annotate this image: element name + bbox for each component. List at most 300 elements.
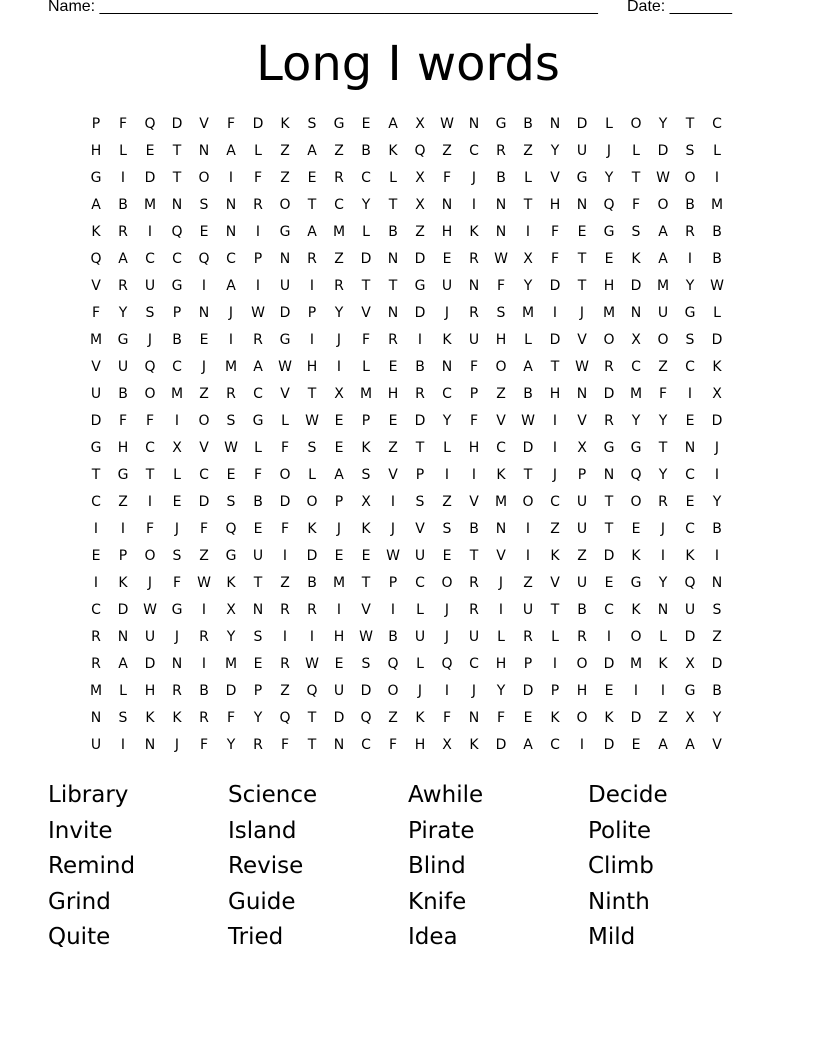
grid-cell[interactable]: E [577,224,587,240]
grid-cell[interactable]: Y [226,629,236,645]
grid-cell[interactable]: J [714,440,720,456]
grid-cell[interactable]: U [333,683,345,699]
grid-cell[interactable]: X [415,116,425,132]
grid-cell[interactable]: N [198,305,210,321]
grid-cell[interactable]: D [495,737,507,753]
grid-cell[interactable]: Q [144,359,156,375]
grid-cell[interactable]: V [496,413,506,429]
grid-cell[interactable]: L [416,602,424,618]
grid-cell[interactable]: F [469,359,479,375]
grid-cell[interactable]: M [710,197,724,213]
grid-cell[interactable]: N [252,602,264,618]
grid-cell[interactable]: A [307,143,317,159]
grid-cell[interactable]: U [414,629,426,645]
grid-cell[interactable]: W [494,251,508,267]
grid-cell[interactable]: Z [523,575,533,591]
grid-cell[interactable]: V [550,575,560,591]
grid-cell[interactable]: C [172,251,182,267]
grid-cell[interactable]: E [145,143,155,159]
grid-cell[interactable]: G [279,224,291,240]
grid-cell[interactable]: C [415,575,425,591]
grid-cell[interactable]: E [604,575,614,591]
grid-cell[interactable]: H [549,386,561,402]
grid-cell[interactable]: Z [280,143,290,159]
grid-cell[interactable]: C [631,359,641,375]
grid-cell[interactable]: L [416,656,424,672]
grid-cell[interactable]: Q [441,656,453,672]
grid-cell[interactable]: P [361,413,371,429]
grid-cell[interactable]: K [604,710,614,726]
grid-cell[interactable]: E [388,413,398,429]
grid-cell[interactable]: C [199,467,209,483]
grid-cell[interactable]: T [550,602,560,618]
grid-cell[interactable]: T [388,278,398,294]
grid-cell[interactable]: T [145,467,155,483]
grid-cell[interactable]: V [496,548,506,564]
grid-cell[interactable]: N [198,143,210,159]
grid-cell[interactable]: D [711,656,723,672]
grid-cell[interactable]: O [279,197,291,213]
grid-cell[interactable]: W [278,359,292,375]
grid-cell[interactable]: M [332,575,346,591]
grid-cell[interactable]: I [525,224,531,240]
grid-cell[interactable]: V [577,332,587,348]
grid-cell[interactable]: A [253,359,263,375]
grid-cell[interactable]: W [251,305,265,321]
grid-cell[interactable]: W [656,170,670,186]
grid-cell[interactable]: L [497,629,505,645]
grid-cell[interactable]: Y [658,413,668,429]
grid-cell[interactable]: Y [712,710,722,726]
grid-cell[interactable]: U [522,602,534,618]
grid-cell[interactable]: R [469,602,479,618]
grid-cell[interactable]: W [305,413,319,429]
grid-cell[interactable]: S [307,116,317,132]
grid-cell[interactable]: Q [225,521,237,537]
grid-cell[interactable]: Q [684,575,696,591]
grid-cell[interactable]: V [469,494,479,510]
grid-cell[interactable]: H [549,197,561,213]
grid-cell[interactable]: R [334,278,344,294]
grid-cell[interactable]: O [306,494,318,510]
grid-cell[interactable]: C [172,359,182,375]
grid-cell[interactable]: O [441,575,453,591]
grid-cell[interactable]: V [361,305,371,321]
grid-cell[interactable]: I [255,278,261,294]
grid-cell[interactable]: F [118,413,128,429]
grid-cell[interactable]: F [172,575,182,591]
grid-cell[interactable]: I [228,332,234,348]
grid-cell[interactable]: K [631,548,641,564]
grid-cell[interactable]: R [253,332,263,348]
grid-cell[interactable]: L [524,170,532,186]
grid-cell[interactable]: U [279,278,291,294]
grid-cell[interactable]: I [120,521,126,537]
grid-cell[interactable]: N [441,359,453,375]
grid-cell[interactable]: Z [658,359,668,375]
grid-cell[interactable]: S [361,467,371,483]
grid-cell[interactable]: H [468,440,480,456]
grid-cell[interactable]: R [118,224,128,240]
grid-cell[interactable]: U [441,278,453,294]
grid-cell[interactable]: B [469,521,479,537]
grid-cell[interactable]: H [603,278,615,294]
grid-cell[interactable]: L [659,629,667,645]
grid-cell[interactable]: J [444,602,450,618]
grid-cell[interactable]: R [199,710,209,726]
grid-cell[interactable]: D [603,656,615,672]
grid-cell[interactable]: D [144,170,156,186]
grid-cell[interactable]: C [253,386,263,402]
grid-cell[interactable]: N [279,251,291,267]
grid-cell[interactable]: G [630,575,642,591]
grid-cell[interactable]: I [147,494,153,510]
grid-cell[interactable]: I [660,683,666,699]
grid-cell[interactable]: A [523,737,533,753]
grid-cell[interactable]: E [253,656,263,672]
grid-cell[interactable]: V [91,359,101,375]
grid-cell[interactable]: B [253,494,263,510]
grid-cell[interactable]: K [631,602,641,618]
grid-cell[interactable]: J [552,467,558,483]
grid-cell[interactable]: N [630,305,642,321]
grid-cell[interactable]: L [524,332,532,348]
grid-cell[interactable]: D [225,683,237,699]
grid-cell[interactable]: R [604,359,614,375]
grid-cell[interactable]: Q [387,656,399,672]
grid-cell[interactable]: N [657,602,669,618]
grid-cell[interactable]: O [684,170,696,186]
grid-cell[interactable]: A [91,197,101,213]
grid-cell[interactable]: J [336,332,342,348]
grid-cell[interactable]: X [226,602,236,618]
grid-cell[interactable]: U [576,494,588,510]
grid-cell[interactable]: P [523,656,533,672]
grid-cell[interactable]: D [657,143,669,159]
grid-cell[interactable]: S [442,521,452,537]
grid-cell[interactable]: I [687,386,693,402]
grid-cell[interactable]: A [388,116,398,132]
grid-cell[interactable]: F [118,116,128,132]
grid-cell[interactable]: C [550,494,560,510]
grid-cell[interactable]: L [362,224,370,240]
grid-cell[interactable]: I [660,548,666,564]
grid-cell[interactable]: R [226,386,236,402]
grid-cell[interactable]: E [334,656,344,672]
grid-cell[interactable]: B [307,575,317,591]
grid-cell[interactable]: B [685,197,695,213]
grid-cell[interactable]: C [496,440,506,456]
grid-cell[interactable]: C [469,143,479,159]
grid-cell[interactable]: G [171,602,183,618]
grid-cell[interactable]: E [631,737,641,753]
grid-cell[interactable]: H [576,683,588,699]
grid-cell[interactable]: D [279,305,291,321]
grid-cell[interactable]: P [388,575,398,591]
grid-cell[interactable]: T [91,467,101,483]
grid-cell[interactable]: E [334,548,344,564]
grid-cell[interactable]: Z [334,251,344,267]
grid-cell[interactable]: J [174,629,180,645]
grid-cell[interactable]: J [228,305,234,321]
grid-cell[interactable]: Y [712,494,722,510]
grid-cell[interactable]: F [253,467,263,483]
grid-cell[interactable]: I [444,467,450,483]
grid-cell[interactable]: O [630,494,642,510]
grid-cell[interactable]: J [498,575,504,591]
grid-cell[interactable]: O [657,332,669,348]
grid-cell[interactable]: T [604,494,614,510]
grid-cell[interactable]: I [579,737,585,753]
grid-cell[interactable]: A [334,467,344,483]
grid-cell[interactable]: W [575,359,589,375]
grid-cell[interactable]: I [687,251,693,267]
grid-cell[interactable]: W [197,575,211,591]
grid-cell[interactable]: O [144,548,156,564]
grid-cell[interactable]: B [496,170,506,186]
grid-cell[interactable]: R [253,197,263,213]
grid-cell[interactable]: X [685,710,695,726]
grid-cell[interactable]: I [201,602,207,618]
grid-cell[interactable]: E [361,548,371,564]
grid-cell[interactable]: Z [199,548,209,564]
grid-cell[interactable]: R [523,629,533,645]
grid-cell[interactable]: D [414,413,426,429]
grid-cell[interactable]: K [361,440,371,456]
grid-cell[interactable]: R [658,494,668,510]
grid-cell[interactable]: L [119,683,127,699]
grid-cell[interactable]: Q [603,197,615,213]
grid-cell[interactable]: S [496,305,506,321]
grid-cell[interactable]: Q [360,710,372,726]
grid-cell[interactable]: D [279,494,291,510]
grid-cell[interactable]: J [390,521,396,537]
name-field-label[interactable]: Name: ________________________________________________________ [48,0,598,15]
grid-cell[interactable]: R [280,656,290,672]
grid-cell[interactable]: T [523,197,533,213]
grid-cell[interactable]: Q [414,143,426,159]
grid-cell[interactable]: I [309,278,315,294]
grid-cell[interactable]: G [414,278,426,294]
grid-cell[interactable]: K [415,710,425,726]
grid-cell[interactable]: J [444,305,450,321]
grid-cell[interactable]: C [712,116,722,132]
grid-cell[interactable]: P [577,467,587,483]
grid-cell[interactable]: T [307,386,317,402]
grid-cell[interactable]: J [471,170,477,186]
grid-cell[interactable]: R [334,170,344,186]
grid-cell[interactable]: F [550,251,560,267]
grid-cell[interactable]: R [415,386,425,402]
grid-cell[interactable]: W [143,602,157,618]
grid-cell[interactable]: Z [388,440,398,456]
grid-cell[interactable]: V [280,386,290,402]
grid-cell[interactable]: J [606,143,612,159]
grid-cell[interactable]: F [658,386,668,402]
grid-cell[interactable]: X [631,332,641,348]
grid-cell[interactable]: K [91,224,101,240]
grid-cell[interactable]: I [120,737,126,753]
grid-cell[interactable]: F [496,710,506,726]
grid-cell[interactable]: W [305,656,319,672]
grid-cell[interactable]: N [333,737,345,753]
grid-cell[interactable]: K [550,710,560,726]
grid-cell[interactable]: O [630,116,642,132]
grid-cell[interactable]: G [279,332,291,348]
grid-cell[interactable]: R [199,629,209,645]
grid-cell[interactable]: M [332,224,346,240]
grid-cell[interactable]: U [90,386,102,402]
grid-cell[interactable]: H [441,224,453,240]
grid-cell[interactable]: G [90,170,102,186]
grid-cell[interactable]: I [633,683,639,699]
grid-cell[interactable]: V [199,116,209,132]
grid-cell[interactable]: N [576,197,588,213]
grid-cell[interactable]: G [171,278,183,294]
grid-cell[interactable]: G [576,170,588,186]
grid-cell[interactable]: H [90,143,102,159]
grid-cell[interactable]: T [253,575,263,591]
grid-cell[interactable]: Z [199,386,209,402]
grid-cell[interactable]: C [685,359,695,375]
grid-cell[interactable]: N [387,305,399,321]
grid-cell[interactable]: L [713,305,721,321]
grid-cell[interactable]: T [172,170,182,186]
grid-cell[interactable]: L [713,143,721,159]
grid-cell[interactable]: C [469,656,479,672]
grid-cell[interactable]: L [605,116,613,132]
grid-cell[interactable]: S [712,602,722,618]
grid-cell[interactable]: J [174,737,180,753]
grid-cell[interactable]: R [469,251,479,267]
grid-cell[interactable]: Y [658,467,668,483]
grid-cell[interactable]: C [226,251,236,267]
grid-cell[interactable]: T [523,467,533,483]
grid-cell[interactable]: N [495,521,507,537]
grid-cell[interactable]: E [442,251,452,267]
grid-cell[interactable]: H [495,332,507,348]
grid-cell[interactable]: D [306,548,318,564]
grid-cell[interactable]: Z [658,710,668,726]
grid-cell[interactable]: V [550,170,560,186]
grid-cell[interactable]: Z [523,143,533,159]
grid-cell[interactable]: A [523,359,533,375]
grid-cell[interactable]: L [119,143,127,159]
grid-cell[interactable]: W [521,413,535,429]
grid-cell[interactable]: J [444,629,450,645]
grid-cell[interactable]: C [91,602,101,618]
grid-cell[interactable]: I [444,683,450,699]
grid-cell[interactable]: N [684,440,696,456]
grid-cell[interactable]: I [390,494,396,510]
grid-cell[interactable]: T [388,197,398,213]
grid-cell[interactable]: N [225,197,237,213]
grid-cell[interactable]: I [201,278,207,294]
grid-cell[interactable]: O [576,656,588,672]
grid-cell[interactable]: O [657,197,669,213]
grid-cell[interactable]: Z [712,629,722,645]
grid-cell[interactable]: R [496,143,506,159]
grid-cell[interactable]: X [712,386,722,402]
grid-cell[interactable]: S [361,656,371,672]
grid-cell[interactable]: P [334,494,344,510]
grid-cell[interactable]: Z [118,494,128,510]
grid-cell[interactable]: I [282,629,288,645]
grid-cell[interactable]: I [309,332,315,348]
grid-cell[interactable]: K [550,548,560,564]
grid-cell[interactable]: Z [577,548,587,564]
grid-cell[interactable]: H [414,737,426,753]
grid-cell[interactable]: P [118,548,128,564]
grid-cell[interactable]: U [576,143,588,159]
grid-cell[interactable]: D [522,683,534,699]
grid-cell[interactable]: R [91,629,101,645]
grid-cell[interactable]: I [336,359,342,375]
grid-cell[interactable]: O [387,683,399,699]
grid-cell[interactable]: V [91,278,101,294]
grid-cell[interactable]: W [440,116,454,132]
grid-cell[interactable]: E [631,521,641,537]
grid-cell[interactable]: D [711,332,723,348]
grid-cell[interactable]: L [308,467,316,483]
grid-cell[interactable]: S [253,629,263,645]
grid-cell[interactable]: X [415,197,425,213]
grid-cell[interactable]: Z [550,521,560,537]
grid-cell[interactable]: D [360,683,372,699]
grid-cell[interactable]: X [334,386,344,402]
grid-cell[interactable]: U [657,305,669,321]
grid-cell[interactable]: X [361,494,371,510]
grid-cell[interactable]: Q [144,116,156,132]
grid-cell[interactable]: A [226,278,236,294]
grid-cell[interactable]: Y [361,197,371,213]
grid-cell[interactable]: D [522,440,534,456]
grid-cell[interactable]: E [361,116,371,132]
grid-cell[interactable]: K [469,224,479,240]
grid-cell[interactable]: W [224,440,238,456]
grid-cell[interactable]: I [93,575,99,591]
grid-cell[interactable]: E [199,224,209,240]
grid-cell[interactable]: X [415,170,425,186]
grid-cell[interactable]: T [469,548,479,564]
grid-cell[interactable]: F [145,413,155,429]
grid-cell[interactable]: Y [118,305,128,321]
grid-cell[interactable]: D [549,278,561,294]
grid-cell[interactable]: L [632,143,640,159]
grid-cell[interactable]: I [228,170,234,186]
grid-cell[interactable]: L [389,170,397,186]
grid-cell[interactable]: V [415,521,425,537]
grid-cell[interactable]: D [603,386,615,402]
grid-cell[interactable]: E [334,440,344,456]
grid-cell[interactable]: K [361,521,371,537]
grid-cell[interactable]: M [224,359,238,375]
grid-cell[interactable]: T [361,575,371,591]
grid-cell[interactable]: H [387,386,399,402]
grid-cell[interactable]: P [415,467,425,483]
grid-cell[interactable]: J [660,521,666,537]
grid-cell[interactable]: P [91,116,101,132]
grid-cell[interactable]: F [550,224,560,240]
grid-cell[interactable]: Y [658,575,668,591]
grid-cell[interactable]: M [359,386,373,402]
grid-cell[interactable]: S [685,332,695,348]
grid-cell[interactable]: U [684,602,696,618]
grid-cell[interactable]: G [603,224,615,240]
grid-cell[interactable]: H [333,629,345,645]
grid-cell[interactable]: P [253,683,263,699]
grid-cell[interactable]: K [685,548,695,564]
